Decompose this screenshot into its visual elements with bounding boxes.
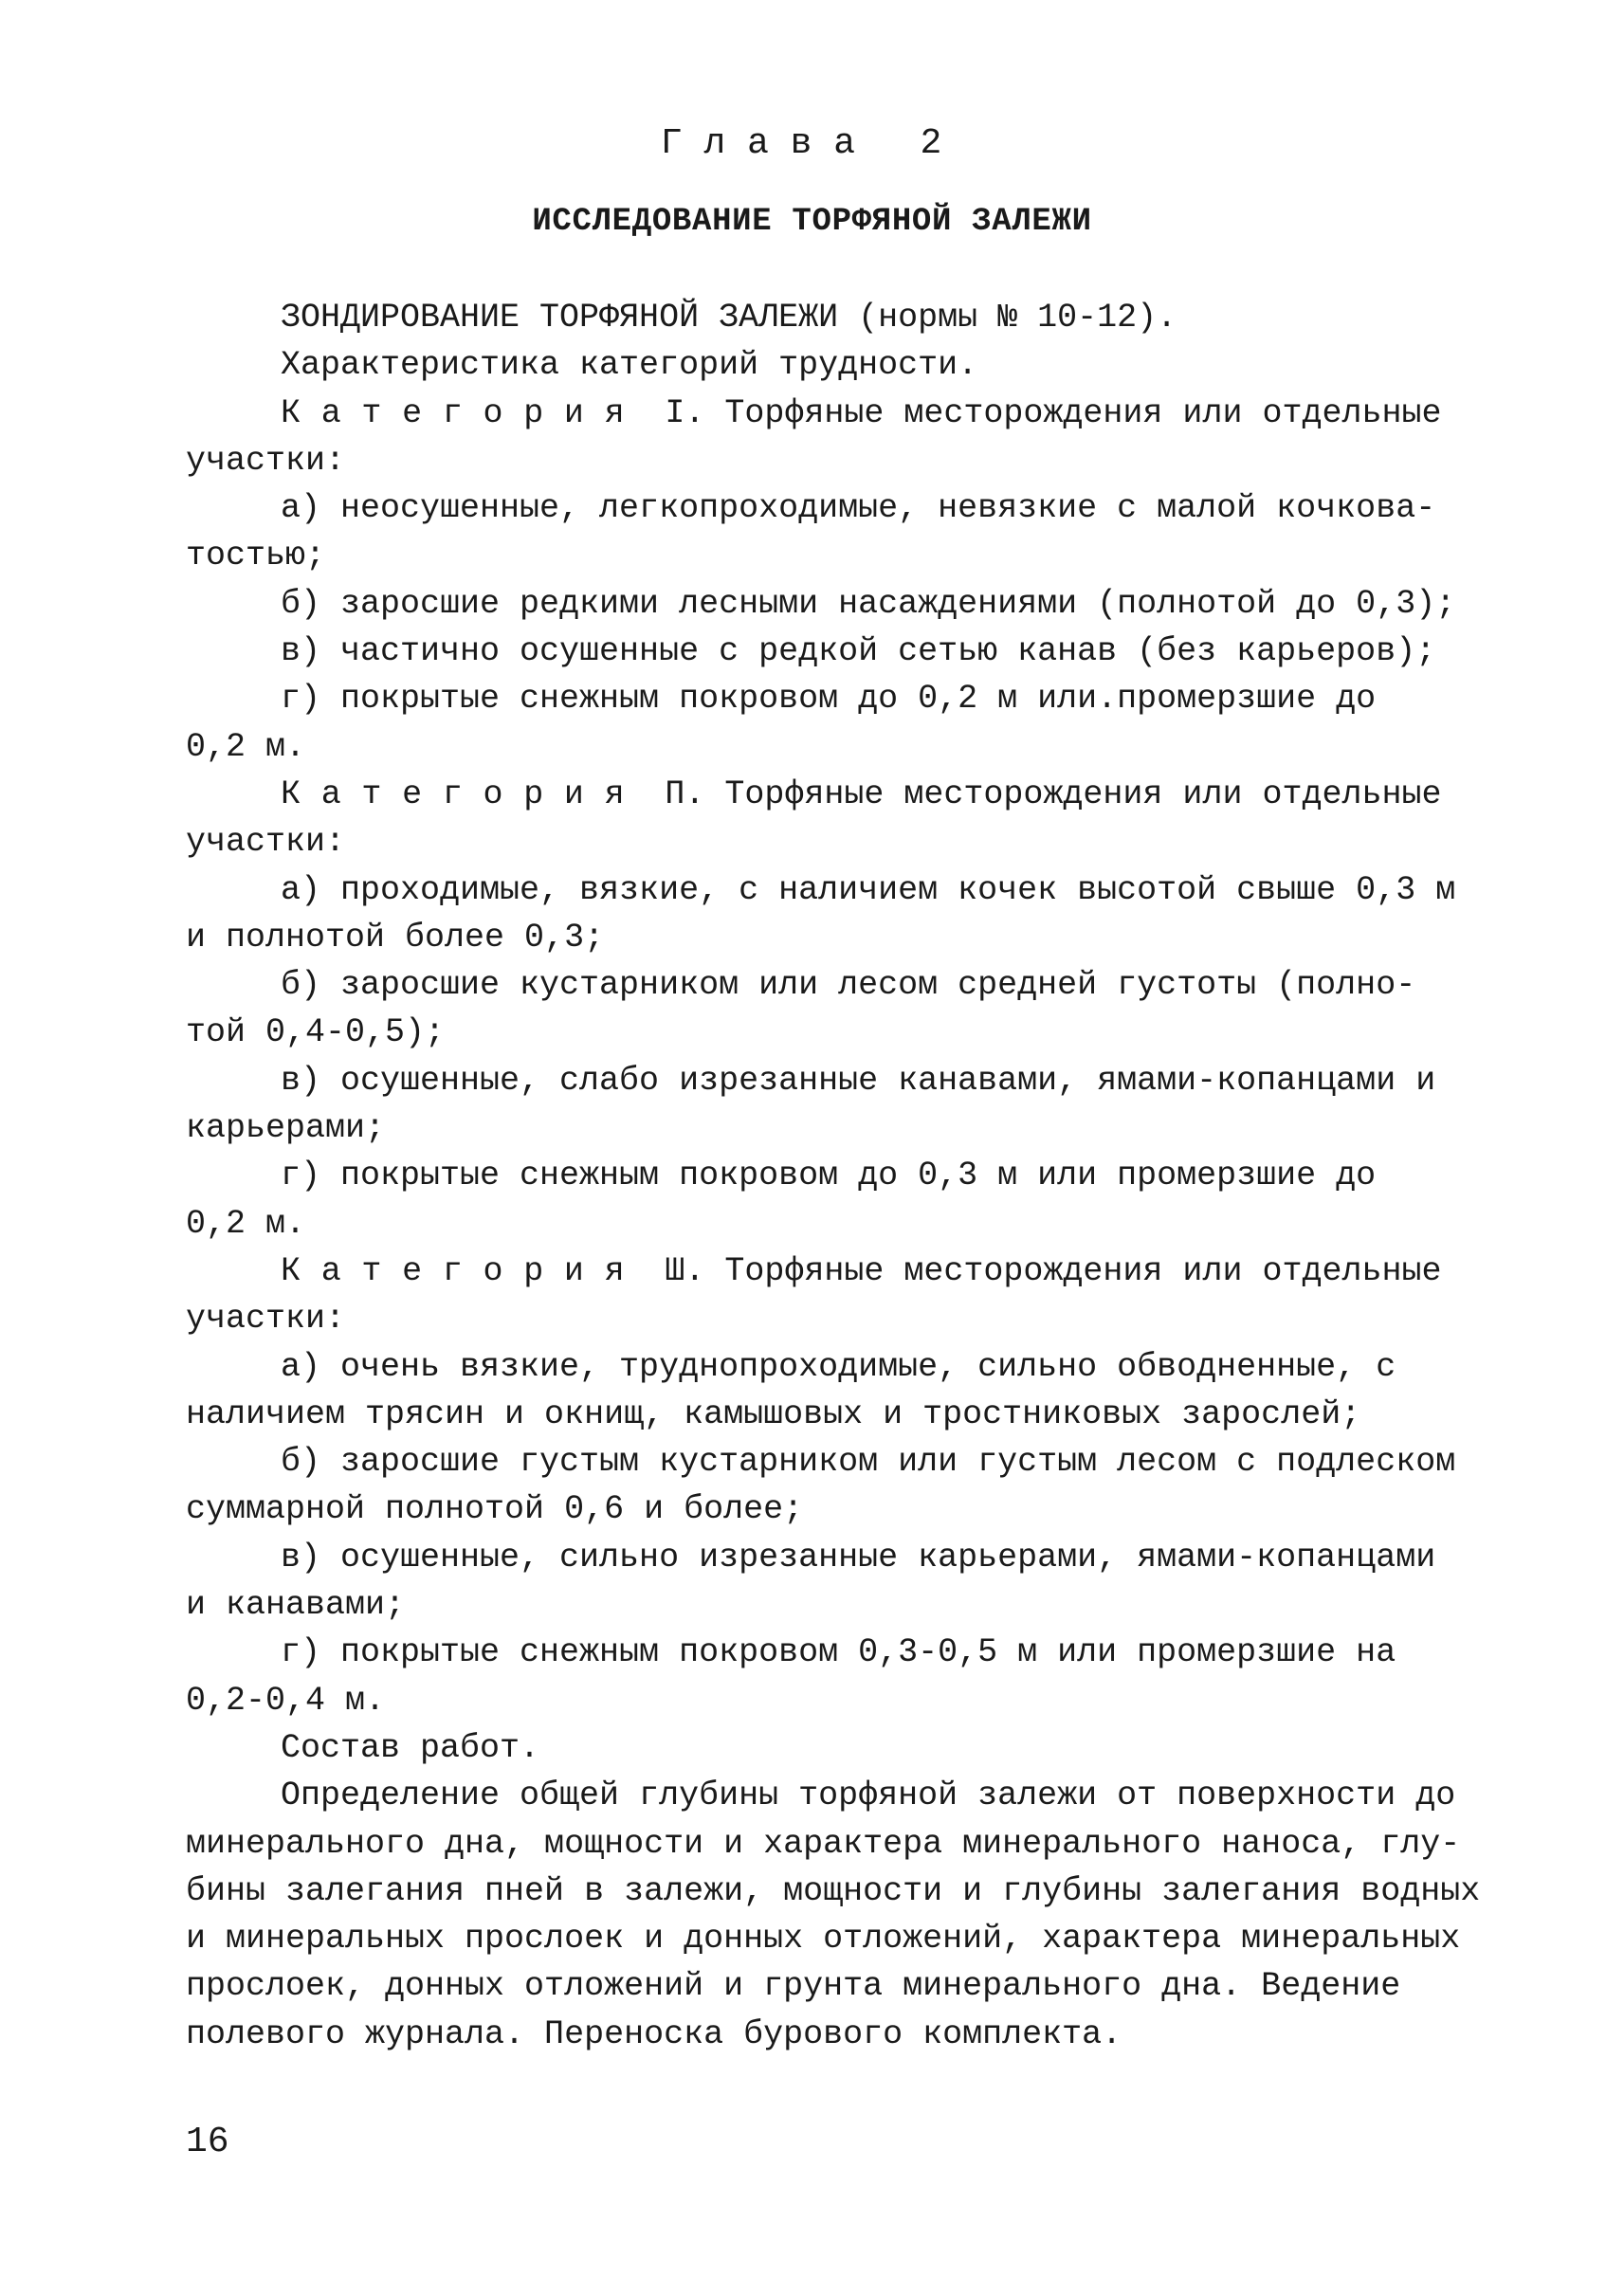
category-item: в) осушенные, сильно изрезанные карьерами, ямами-копанцами — [281, 1538, 1436, 1576]
page-number: 16 — [186, 2122, 229, 2162]
category-item: б) заросшие редкими лесными насаждениями (полнотой до 0,3); — [281, 584, 1456, 623]
category-item: а) неосушенные, легкопроходимые, невязкие с малой кочковa- — [281, 489, 1436, 528]
work-line: Определение общей глубины торфяной залежи от поверхности до — [281, 1777, 1456, 1815]
category-item: б) заросшие кустарником или лесом средней густоты (полно- — [281, 966, 1416, 1005]
categories-block — [186, 390, 1475, 1724]
work-line: прослоек, донных отложений и грунта минерального дна. Ведение — [186, 1967, 1401, 2006]
work-line: и минеральных прослоек и донных отложений, характера минеральных — [186, 1920, 1461, 1959]
work-line: минерального дна, мощности и характера минерального наноса, глу- — [186, 1824, 1461, 1863]
category-item-continuation: 0,2-0,4 м. — [186, 1681, 386, 1720]
chapter-heading: Глава 2 — [660, 123, 964, 164]
category-item-continuation: 0,2 м. — [186, 727, 306, 766]
category-lead-text: Ш. Торфяные месторождения или отдельные — [645, 1251, 1442, 1290]
category-lead-line — [186, 771, 1475, 818]
work-line: бины залегания пней в залежи, мощности и глубины залегания водных — [186, 1871, 1481, 1910]
category-item-continuation: тостью; — [186, 537, 326, 575]
subheading: Характеристика категорий трудности. — [281, 346, 978, 385]
category-item-continuation: той 0,4-0,5); — [186, 1013, 446, 1052]
category-item: г) покрытые снежным покровом до 0,2 м или.промерзшие до — [281, 680, 1377, 719]
category-item: а) очень вязкие, труднопроходимые, сильно обводненные, с — [281, 1347, 1396, 1386]
category-item: г) покрытые снежным покровом до 0,3 м или промерзшие до — [281, 1157, 1377, 1195]
category-item: в) осушенные, слабо изрезанные канавами, ямами-копанцами и — [281, 1061, 1436, 1100]
category-item: а) проходимые, вязкие, с наличием кочек высотой свыше 0,3 м — [281, 870, 1456, 909]
category-item: г) покрытые снежным покровом 0,3-0,5 м или промерзшие на — [281, 1633, 1396, 1672]
section-heading: ЗОНДИРОВАНИЕ ТОРФЯНОЙ ЗАЛЕЖИ (нормы № 10-12). — [281, 299, 1177, 337]
category-item: в) частично осушенные с редкой сетью канав (без карьеров); — [281, 632, 1436, 671]
work-description — [186, 1772, 1481, 2058]
category-lead-text: I. Торфяные месторождения или отдельные — [645, 393, 1442, 432]
category-item-continuation: наличием трясин и окнищ, камышовых и тростниковых зарослей; — [186, 1394, 1361, 1433]
category-label: Категория — [281, 393, 646, 432]
category-lead-line — [186, 390, 1475, 437]
category-item-continuation: и канавами; — [186, 1586, 406, 1625]
category-lead-continuation: участки: — [186, 1300, 346, 1339]
category-item-continuation: суммарной полнотой 0,6 и более; — [186, 1490, 804, 1529]
category-item: б) заросшие густым кустарником или густым лесом с подлеском — [281, 1443, 1456, 1482]
category-label: Категория — [281, 1251, 646, 1290]
chapter-title: ИССЛЕДОВАНИЕ ТОРФЯНОЙ ЗАЛЕЖИ — [532, 204, 1092, 240]
category-lead-continuation: участки: — [186, 441, 346, 480]
work-line: полевого журнала. Переноска бурового комплекта. — [186, 2014, 1122, 2053]
category-lead-line — [186, 1248, 1475, 1295]
category-item-continuation: и полнотой более 0,3; — [186, 918, 605, 957]
work-heading: Состав работ. — [281, 1728, 540, 1767]
category-item-continuation: карьерами; — [186, 1109, 386, 1148]
category-item-continuation: 0,2 м. — [186, 1204, 306, 1243]
category-lead-text: П. Торфяные месторождения или отдельные — [645, 774, 1442, 813]
category-label: Категория — [281, 774, 646, 813]
category-lead-continuation: участки: — [186, 823, 346, 862]
body-text — [186, 294, 1481, 2058]
